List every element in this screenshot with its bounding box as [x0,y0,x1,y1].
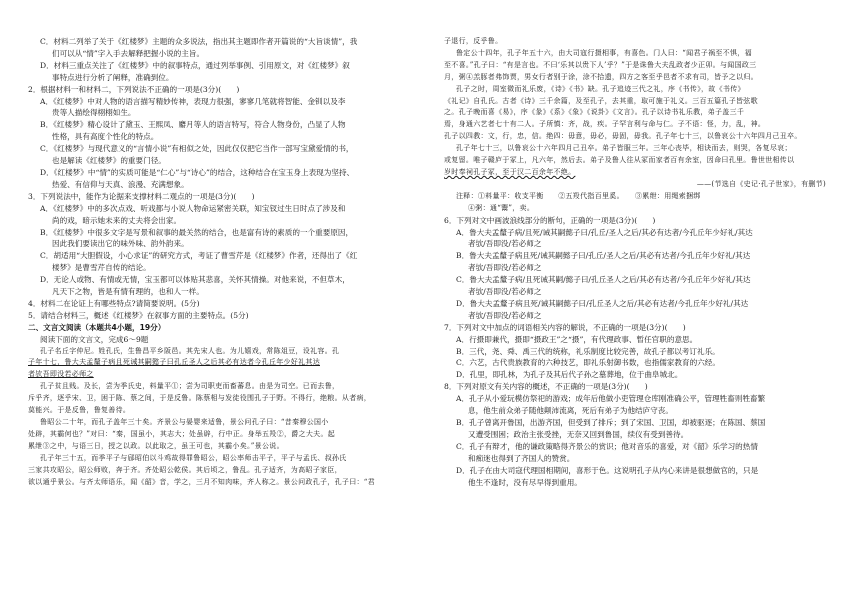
right-column-line: 息，他生前众弟子随他颠沛流离，死后有弟子为他结庐守丧。 [468,406,674,416]
right-column-line: 月，粥④羔豚者弗饰贾，男女行者别于涂，涂不拾遗，四方之客至乎邑者不求有司，皆予之以归。 [444,72,758,81]
left-column-line: 鲁昭公二十年，而孔子盖年三十矣。齐景公与晏婴来适鲁，景公问孔子曰：“昔秦穆公国小 [40,418,329,426]
right-column-line: 或复留。唯子赣庐于冢上，凡六年，然后去。弟子及鲁人往从冢而家者百有余室，因命曰孔里。鲁世世相传以 [444,156,795,165]
right-column-line: B．鲁大夫孟釐子病且死/诫其嗣懿子曰/孔丘/圣人之后/其必有达者/今孔丘年少好礼/其达 [456,251,751,261]
left-column-line: 孔子贫且贱。及长，尝为季氏史，料量平①；尝为司职吏而畜蕃息。由是为司空。已而去鲁， [40,382,340,391]
right-column-line: 鲁定公十四年，孔子年五十六，由大司寇行摄相事，有喜色。门人曰：“闻君子祸至不惧，福 [456,48,752,57]
right-column-line: 者欤/吾即没/若必师之 [468,263,542,273]
left-column-line: 贵等人描绘得栩栩如生。 [52,108,136,118]
right-column-line: A．鲁大夫孟釐子病/且死/诫其嗣懿子曰/孔丘/圣人之后/其必有达者/今孔丘年少好礼/其达 [456,227,753,237]
right-column-line: ——(节选自《史记·孔子世家》，有删节) [696,179,826,188]
left-column-line: 因此我们要读出它的味外味、韵外韵来。 [52,239,189,249]
left-column-line: 处辟，其霸何也？”对曰：“秦，国虽小，其志大；处虽辟，行中正。身举五羖②，爵之大夫。起 [28,429,336,438]
right-column-line: A．孔子从小爱玩模仿祭祀的游戏；成年后他做小吏管理仓库刚准确公平，管理牲畜则牲畜繁 [456,394,766,404]
left-column [28,36,420,488]
left-column-line: 孔子年三十五，而季平子与郈昭伯以斗鸡故得罪鲁昭公，昭公率师击平子，平子与孟氏、叔孙氏 [40,453,347,462]
left-column-line: D．《红楼梦》中“情”的实质可能是“仁心”与“诗心”的结合，这种结合在宝玉身上表现为坚持、 [40,167,355,177]
left-column-line: A．《红楼梦》中的多次点戏、听戏都与小说人物命运紧密关联，知宝钗过生日时点了涉及和 [40,203,346,213]
left-column-line: C．材料二列举了关于《红楼梦》主题的众多说法，指出其主题即作者开篇说的“大旨谈情”，我 [40,37,358,46]
right-column-line: 之。孔子晚而喜《易》，序《彖》《系》《象》《说卦》《文言》。孔子以诗书礼乐教，弟子盖三千 [444,108,745,117]
right-column-line: ④粥：通“鬻”，卖。 [468,203,535,212]
right-column [444,36,836,488]
right-column-line: B．孔子曾离开鲁国，出游齐国，但受到了排斥；到了宋国、卫国，却被驱逐；在陈国、蔡国 [456,418,766,427]
right-column-line: 至不喜。”孔子曰：“有是言也。不曰‘乐其以贵下人’乎？”于是诛鲁大夫乱政者少正卯。与闻国政三 [444,60,757,69]
right-column-line: A．行摄即兼代，摄即“摄政王”之“摄”，有代理政事、暂任官职的意思。 [456,334,698,344]
left-column-line: 性格，具有高度个性化的特点。 [52,132,159,142]
right-column-line: 7．下列对文中加点的词语相关内容的解说，不正确的一项是(3分)( ) [444,322,686,332]
left-column-line: 阅读下面的文言文，完成6～9题 [40,334,149,344]
right-column-line: 焉，身通六艺者七十有二人。子所慎：齐，战，疾。子罕言利与命与仁。子不语：怪，力，乱，神。 [444,120,766,129]
right-column-line: 8．下列对原文有关内容的概述，不正确的一项是(3分)( ) [444,382,648,392]
right-column-line: 6．下列对文中画波浪线部分的断句，正确的一项是(3分)( ) [444,215,656,225]
right-column-line: 《礼记》自孔氏。古者《诗》三千余篇，及至孔子，去其重，取可施于礼义。三百五篇孔子皆弦歌 [444,96,758,105]
right-column-line: 孔子年七十三，以鲁哀公十六年四月己丑卒。弟子皆服三年。三年心丧毕，相诀而去，则哭，各复尽哀； [456,144,792,153]
right-column-line: D．孔子在由大司寇代理国相期间，喜形于色。这说明孔子从内心来讲是很想做官的，只是 [456,465,759,475]
left-column-line: 凡天下之物，皆是有情有理的，也和人一样。 [52,287,204,297]
left-column-line: 楼梦》是曹雪芹自传的结论。 [52,263,151,273]
right-column-line: 者欤/吾即没/若必师之 [468,239,542,249]
right-column-line: B．三代，尧、舜、禹三代的统称，礼乐制度比较完善，故孔子都以考订礼乐。 [456,346,720,356]
left-column-line: D．无论人或物、有情或无情，宝玉都可以体贴其悲喜，关怀其情操。对他来说，不但草木， [40,275,350,285]
left-column-line: 们可以从“情”字入手去解释把握小说的主旨。 [52,48,205,58]
right-column-line: C．孔子有辩才，他的谦政策略得齐景公的赏识；他对音乐的喜爱，对《韶》乐学习的热情 [456,441,758,451]
right-column-line: 又遭受围困；政治主张受挫，无奈又回到鲁国，续仪有受到善待。 [468,429,689,439]
left-column-line: 尚的戏，暗示她未来的丈夫将会出家。 [52,215,182,225]
right-column-line: 他生不逢时，没有尽早得到重用。 [468,477,582,487]
left-column-line: 欲以通乎景公。与齐太师语乐，闻《韶》音，学之，三月不知肉味，齐人称之。景公问政孔子，孔子曰：“君 [28,477,375,486]
right-column-line: D．孔里，即孔林，为孔子及其后代子孙之墓葬地，位于曲阜城北。 [456,370,683,380]
right-column-line: 孔子之时，周室微而礼乐废，《诗》《书》缺。孔子追迹三代之礼，序《书传》，故《书传》 [456,84,745,93]
right-column-line: C．鲁大夫孟釐子病/且死诫其嗣/懿子曰/孔丘圣人之后/其必有达者/今孔丘年少好礼/其达 [456,275,751,285]
right-column-line: 岁时奉祠孔子冢，至于汉二百余年不绝。 [444,167,576,176]
right-column-line: D．鲁大夫孟釐子病且死/诫其嗣懿子曰/孔丘圣人之后/其必有达者/今孔丘年少好礼/其达 [456,298,749,308]
right-column-line: 孔子以四教：文，行，忠，信。绝四：毋意，毋必，毋固，毋我。孔子年七十三，以鲁哀公十六年四月己丑卒。 [444,132,802,141]
left-column-line: 2．根据材料一和材料二，下列说法不正确的一项是(3分)( ) [28,84,240,94]
left-column-line: 莫能兴。于是反鲁，鲁复善待。 [28,406,131,415]
left-column-line: 二、文言文阅读（本题共4小题，19分） [28,322,166,332]
right-column-line: 子退行，反乎鲁。 [444,37,503,45]
left-column-line: C．胡适用“大胆假设，小心求证”的研究方式，考证了曹雪芹是《红楼梦》作者，还得出了《红 [40,251,358,261]
left-column-line: C．《红楼梦》与现代意义的“言情小说”有相似之处，因此仅仅把它当作一部写宝黛爱情的书， [40,144,354,154]
left-column-line: D．材料三重点关注了《红楼梦》中的叙事特点，通过列举事例、引用原文，对《红楼梦》叙 [40,60,350,70]
left-column-line: 5．请结合材料三，概述《红楼梦》在叙事方面的主要特点。(5分) [28,310,249,320]
right-column-line: 注释：①料量平：收支平衡 ②五羖代指百里奚。 ③累绁：用绳索捆绑 [456,191,701,200]
right-column-line: 者欤/吾即没/若必师之 [468,310,542,320]
left-column-line: 4．材料二在论证上有哪些特点?请简要说明。(5分) [28,298,200,308]
left-column-line: 事特点进行分析了阐释，准确到位。 [52,72,174,82]
left-column-line: 子年十七，鲁大夫孟釐子病且死诫其嗣懿子曰孔丘圣人之后其必有达者今孔丘年少好礼其达 [28,358,320,367]
left-column-line: 斥乎齐，逐乎宋、卫，困于陈、蔡之间，于是反鲁。陈蔡相与发徒役围孔子于野。不得行，绝粮。从者病， [28,394,372,403]
left-column-line: 3．下列说法中，能作为论据来支撑材料二观点的一项是(3分)( ) [28,191,255,201]
left-column-line: A．《红楼梦》中对人物的语言描写精妙传神，表现力很强，寥寥几笔就将智能、金钏以及李 [40,96,346,106]
right-column-line: C．六艺，古代贵族教育的六种技艺，即礼乐射御书数，也指儒家教育的六经。 [456,358,720,368]
left-column-line: 也是解读《红楼梦》的重要门径。 [52,156,166,166]
left-column-line: 孔子名丘字仲尼。姓孔氏，生鲁昌平乡阪邑。其先宋人也。为儿嬉戏，常陈俎豆，设礼容。孔 [40,346,340,355]
left-column-line: B．《红楼梦》中很多文字是写景和叙事的最关然的结合，也是富有诗的素质的一个重要原因， [40,227,354,237]
left-column-line: 累绁③之中，与语三日，授之以政。以此取之，虽王可也，其霸小矣。”景公说。 [28,441,284,450]
right-column-line: 者欤/吾即没/若必师之 [468,287,542,297]
left-column-line: 热爱、有信仰与天真、浪漫、充满想象。 [52,179,189,189]
left-column-line: 三家共攻昭公，昭公师败，奔于齐。齐处昭公乾侯。其后顷之，鲁乱。孔子适齐，为高昭子家臣， [28,465,342,474]
left-column-line: B．《红楼梦》精心设计了黛玉、王熙凤、麝月等人的语言特写，符合人物身份，凸显了人物 [40,120,346,130]
left-column-line: 者欤吾即没若必师之 [28,370,94,379]
right-column-line: 和痴迷也得到了齐国人的赞赏。 [468,453,575,463]
